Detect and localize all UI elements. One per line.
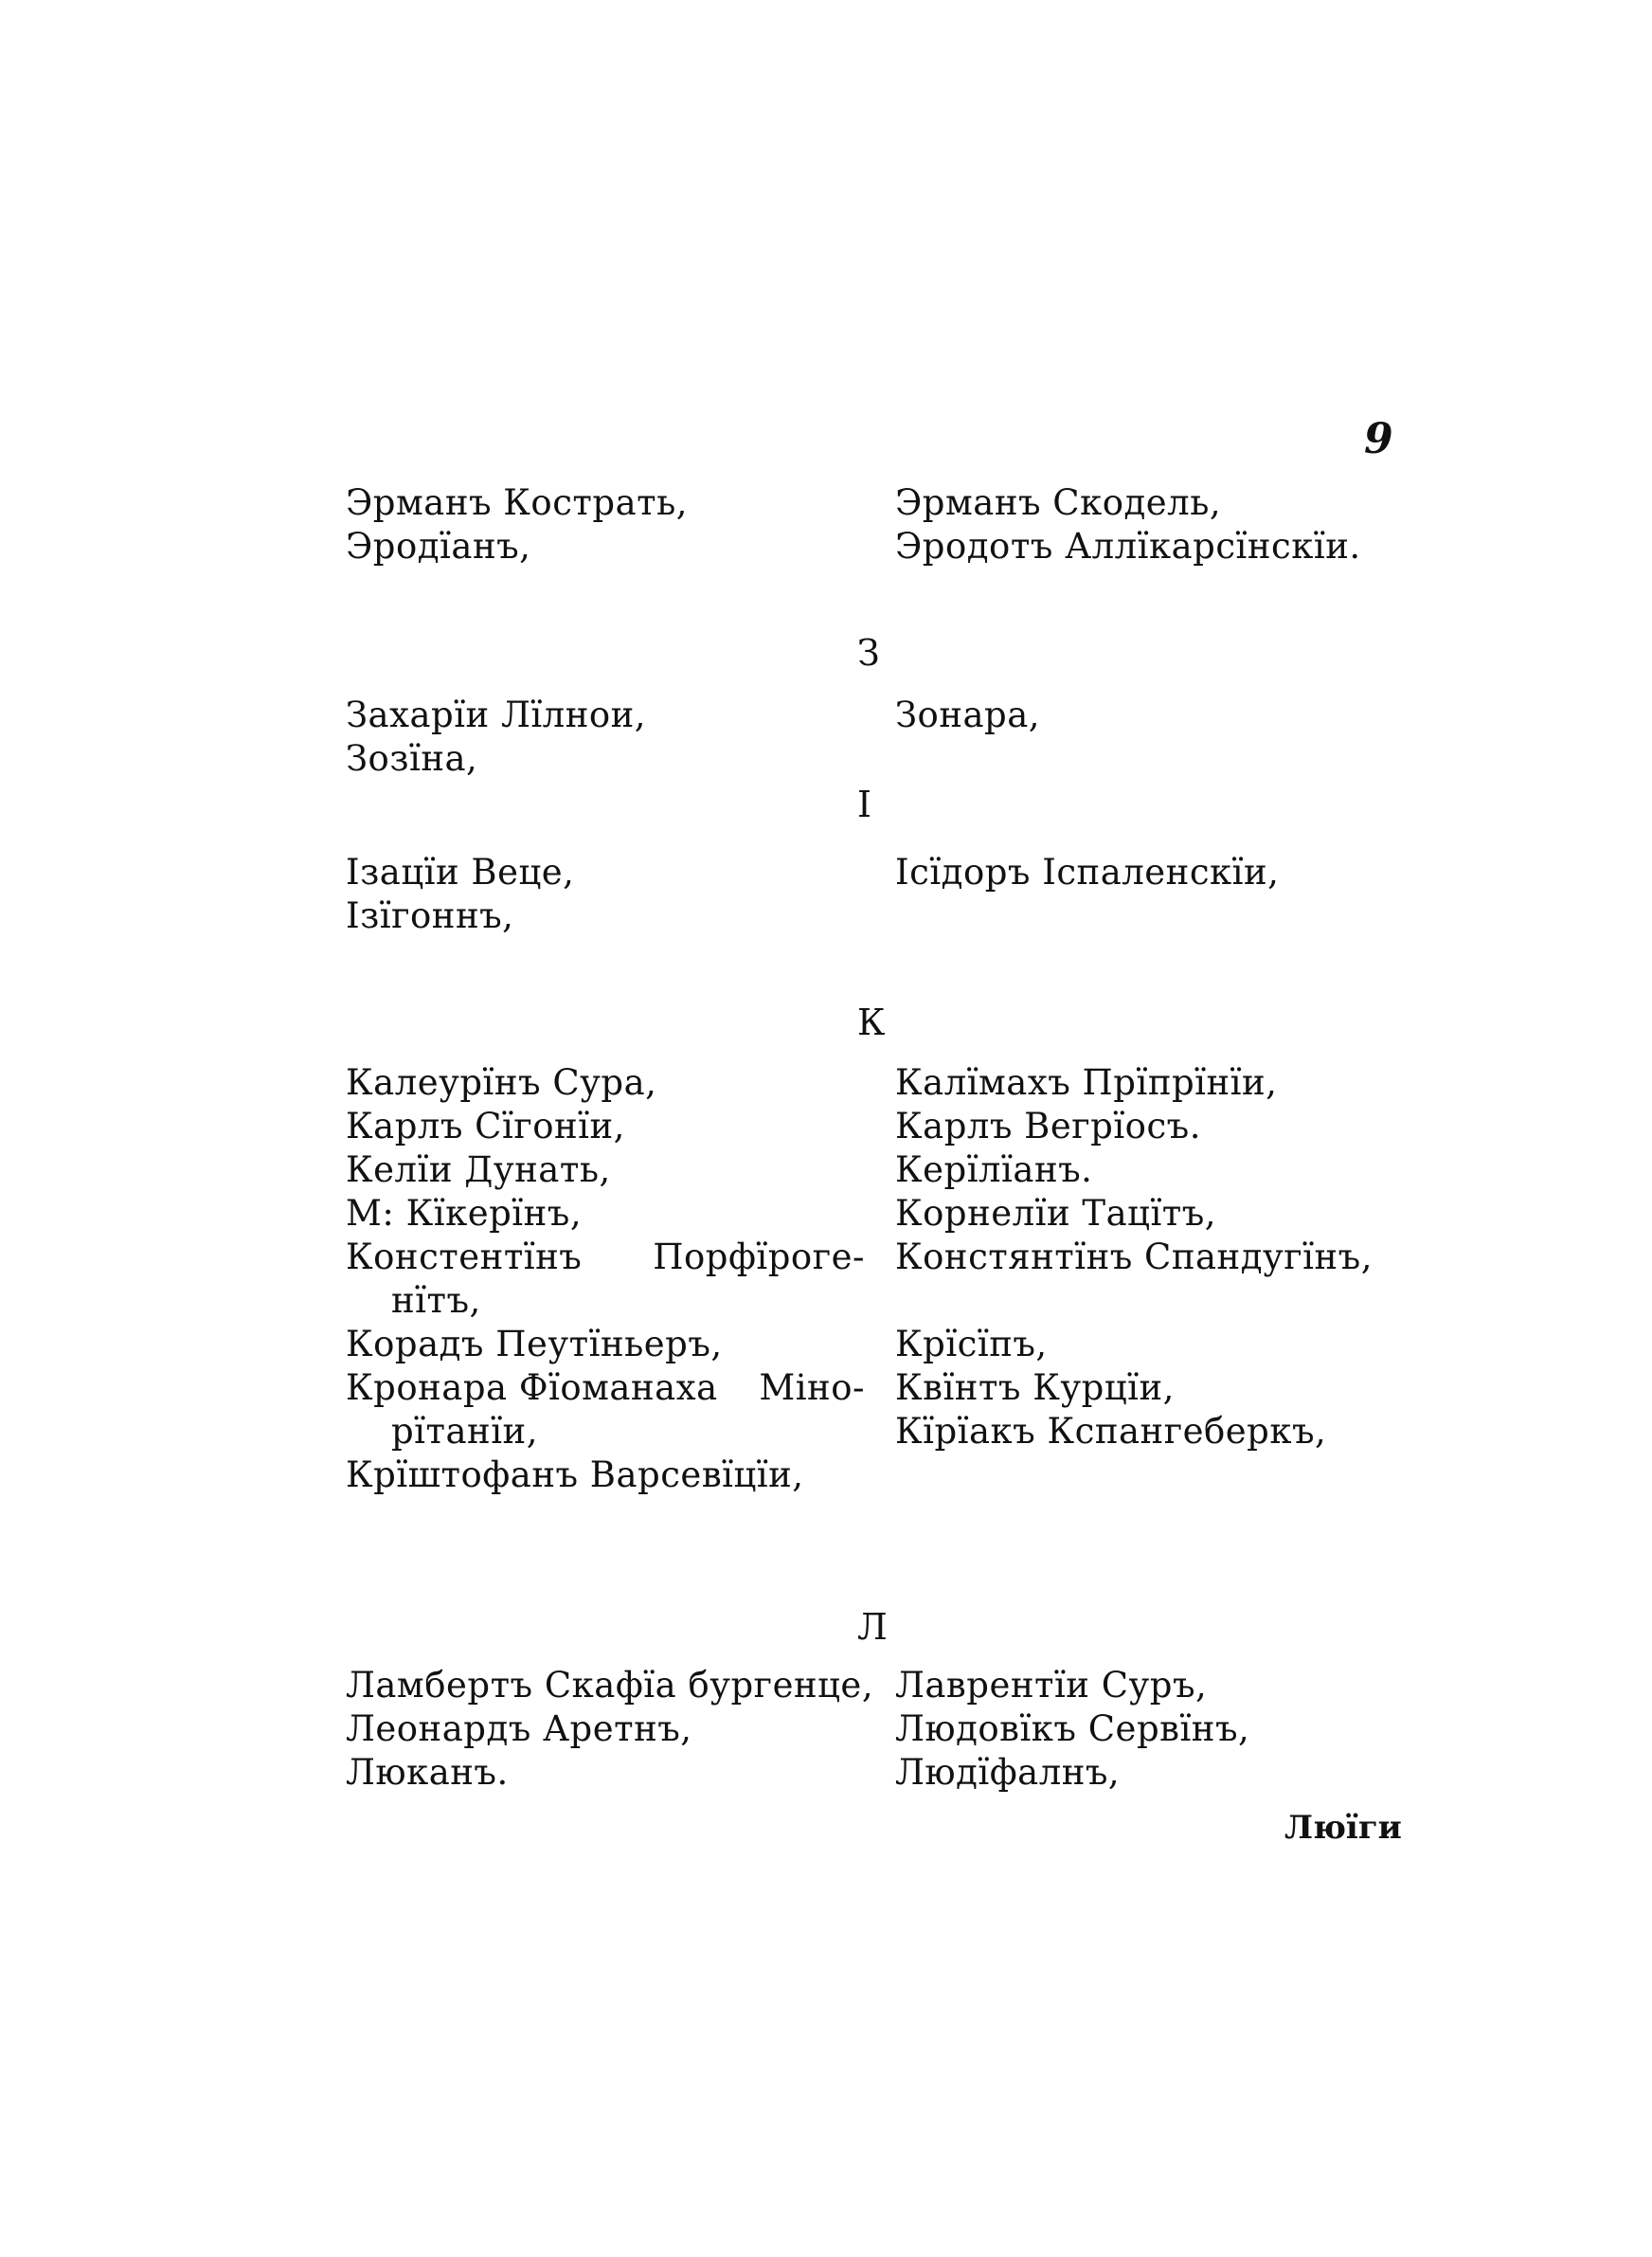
index-entry: Эродїанъ, [346,526,531,567]
index-entry: Ізацїи Веце, [346,852,575,893]
index-entry-part: Кронара Фїоманаха [346,1367,718,1408]
index-entry: Керїлїанъ. [895,1149,1093,1190]
index-entry: Крїсїпъ, [895,1324,1048,1364]
page-number: 9 [1364,415,1393,463]
index-entry: Эродотъ Аллїкарсїнскїи. [895,526,1361,567]
index-entry: Лаврентїи Суръ, [895,1665,1208,1706]
index-entry: Ізїгоннъ, [346,895,514,936]
index-entry: Корнелїи Тацїтъ, [895,1193,1217,1234]
index-entry: Зонара, [895,695,1041,735]
index-entry: Людовїкъ Сервїнъ, [895,1708,1250,1749]
section-l-left-column [346,1664,876,1795]
section-k-right-column [895,1061,1426,1454]
catchword: Люїги [1284,1809,1402,1847]
section-e-right-column [895,481,1426,569]
index-entry: Келїи Дунать, [346,1149,611,1190]
index-entry: Люканъ. [346,1752,509,1793]
index-entry-part: Констентїнъ [346,1237,583,1277]
section-k-left-column [346,1061,876,1497]
index-entry-continuation: нїтъ, [391,1280,481,1321]
index-entry: Калїмахъ Прїпрїнїи, [895,1062,1278,1103]
index-entry: Карлъ Сїгонїи, [346,1106,625,1147]
index-entry: Захарїи Лїлнои, [346,695,647,735]
index-entry-justified [346,1366,865,1410]
index-entry: Крїштофанъ Варсевїцїи, [346,1454,804,1495]
section-e-left-column [346,481,876,569]
index-entry: Зозїна, [346,738,478,779]
section-letter-i: І [857,784,872,825]
index-entry: Кїрїакъ Кспангеберкъ, [895,1411,1327,1452]
index-entry: Эрманъ Скодель, [895,482,1222,523]
index-entry: Карлъ Вегрїосъ. [895,1106,1201,1147]
section-i-right-column [895,851,1426,894]
index-entry: Калеурїнъ Сура, [346,1062,657,1103]
index-entry: Людїфалнъ, [895,1752,1121,1793]
index-entry: Ісїдоръ Іспаленскїи, [895,852,1280,893]
index-entry: Эрманъ Кострать, [346,482,689,523]
index-entry-part: Порфїроге- [653,1237,865,1277]
index-entry: Констянтїнъ Спандугїнъ, [895,1237,1373,1277]
index-entry-justified [346,1236,865,1279]
section-z-left-column [346,694,876,781]
index-entry-continuation: рїтанїи, [391,1411,538,1452]
index-entry: Леонардъ Аретнъ, [346,1708,692,1749]
section-letter-k: К [857,1002,886,1043]
index-entry-blank [895,1279,1426,1323]
section-i-left-column [346,851,876,938]
section-z-right-column [895,694,1426,737]
section-l-right-column [895,1664,1426,1795]
index-entry: Ламбертъ Скафїа бургенце, [346,1665,874,1706]
index-entry: М: Кїкерїнъ, [346,1193,583,1234]
section-letter-l: Л [857,1606,888,1648]
index-entry: Корадъ Пеутїньеръ, [346,1324,723,1364]
section-letter-z: З [857,632,880,674]
index-entry: Квїнтъ Курцїи, [895,1367,1175,1408]
index-entry-part: Міно- [759,1367,865,1408]
